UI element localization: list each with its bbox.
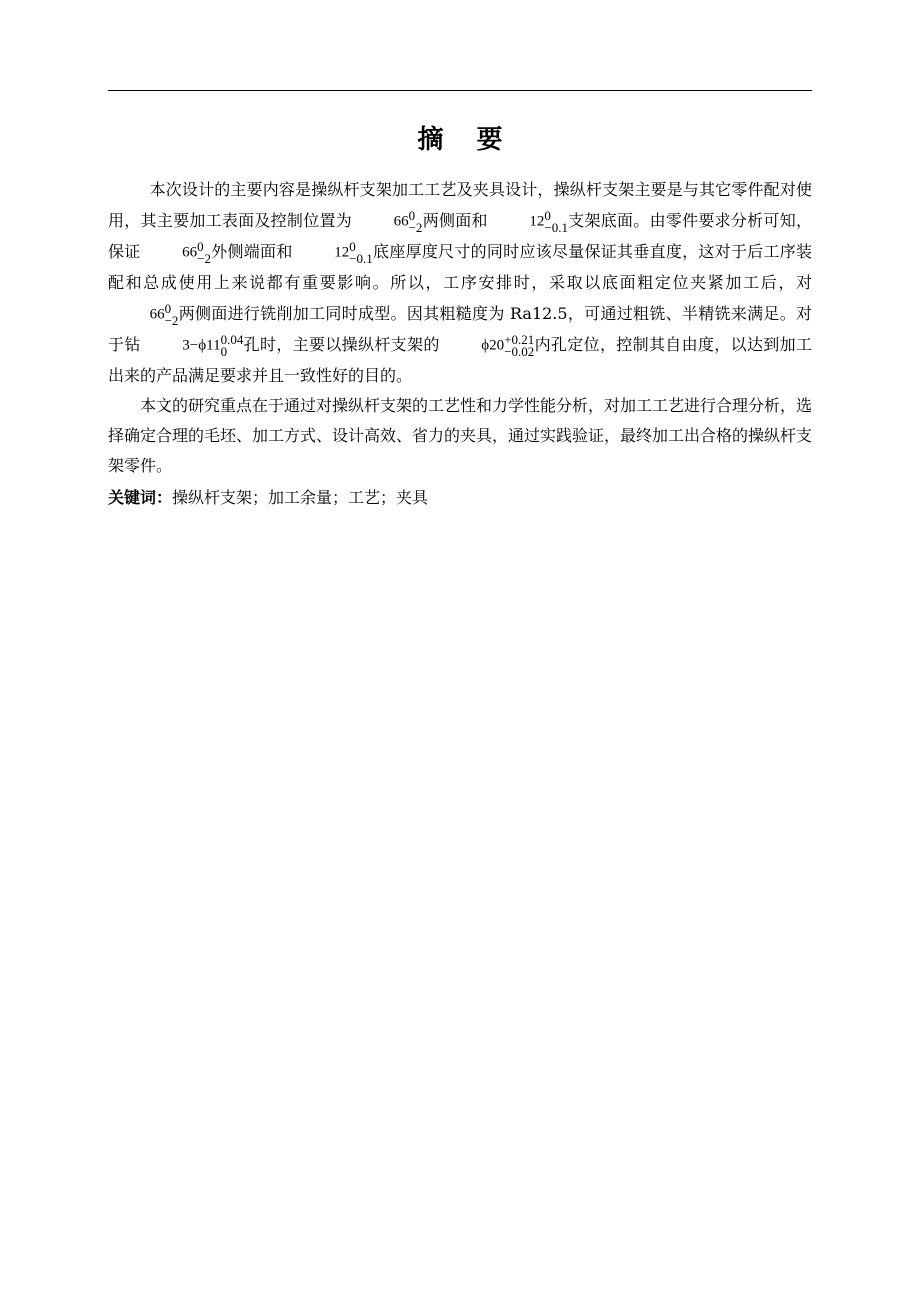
tolerance-66	[108, 300, 179, 328]
tolerance-nominal: 12	[529, 213, 545, 229]
tolerance-nominal: 3−ϕ11	[182, 337, 221, 353]
abstract-paragraph-1	[108, 174, 812, 391]
text-segment: 本次设计的主要内容是操纵杆支架加工工艺及夹具设计，操纵杆支架主要是与其它零件配对使用，其主要加工表面及控制位置为	[108, 180, 812, 230]
abstract-paragraph-2: 本文的研究重点在于通过对操纵杆支架的工艺性和力学性能分析，对加工工艺进行合理分析，选择确定合理的毛坯、加工方式、设计高效、省力的夹具，通过实践验证，最终加工出合格的操纵杆支架零件。	[108, 396, 813, 475]
tolerance-lower: −0.02	[504, 343, 535, 359]
tolerance-lower: −2	[197, 250, 211, 266]
tolerance-lower: −2	[408, 219, 423, 235]
tolerance-nominal: 66	[393, 213, 409, 229]
keywords-text: 操纵杆支架；加工余量；工艺；夹具	[172, 488, 429, 507]
tolerance-upper: 0	[164, 300, 172, 316]
tolerance-upper: 0	[544, 207, 551, 223]
text-segment: 外侧端面和	[210, 242, 293, 261]
text-segment: 孔时，主要以操纵杆支架的	[243, 335, 440, 354]
tolerance-limits	[220, 331, 244, 359]
tolerance-lower: −0.1	[349, 250, 373, 266]
tolerance-3-phi11	[141, 331, 244, 359]
abstract-title: 摘 要	[417, 125, 515, 155]
tolerance-upper: +0.21	[504, 331, 535, 347]
tolerance-12	[293, 238, 373, 266]
tolerance-66	[352, 207, 423, 235]
tolerance-nominal: ϕ20	[481, 337, 505, 353]
text-segment: 两侧面进行铣削加工同时成型。因其粗糙度为 Ra12.5，可通过粗铣、半精铣来满足。对于钻	[108, 304, 812, 354]
tolerance-limits	[504, 331, 535, 359]
abstract-body	[108, 174, 812, 513]
text-segment: 内孔定位，控制其自由度，以达到加工出来的产品满足要求并且一致性好的目的。	[108, 335, 812, 385]
tolerance-upper: 0	[349, 238, 356, 254]
tolerance-upper: 0	[197, 238, 204, 254]
header-rule	[108, 90, 812, 91]
text-segment: 底座厚度尺寸的同时应该尽量保证其垂直度，这对于后工序装配和总成使用上来说都有重要影响。所以，工序安排时，采取以底面粗定位夹紧加工后，对	[108, 242, 812, 292]
tolerance-nominal: 66	[149, 306, 165, 322]
tolerance-lower: −0.1	[544, 219, 568, 235]
tolerance-limits	[197, 238, 211, 266]
text-segment: 支架底面。由零件要求分析可知，保证	[108, 211, 812, 261]
tolerance-66	[141, 238, 211, 266]
tolerance-lower: 0	[220, 343, 228, 359]
keywords-label: 关键词：	[108, 488, 173, 507]
tolerance-lower: −2	[164, 312, 179, 328]
tolerance-upper: 0	[408, 207, 416, 223]
tolerance-nominal: 12	[334, 244, 350, 260]
tolerance-limits	[408, 207, 423, 235]
text-segment: 两侧面和	[422, 211, 488, 230]
tolerance-limits	[164, 300, 179, 328]
tolerance-12	[488, 207, 568, 235]
tolerance-nominal: 66	[182, 244, 198, 260]
tolerance-phi20	[440, 331, 535, 359]
tolerance-limits	[349, 238, 373, 266]
tolerance-upper: 0.04	[220, 331, 244, 347]
tolerance-limits	[544, 207, 568, 235]
keywords-line	[108, 483, 812, 513]
